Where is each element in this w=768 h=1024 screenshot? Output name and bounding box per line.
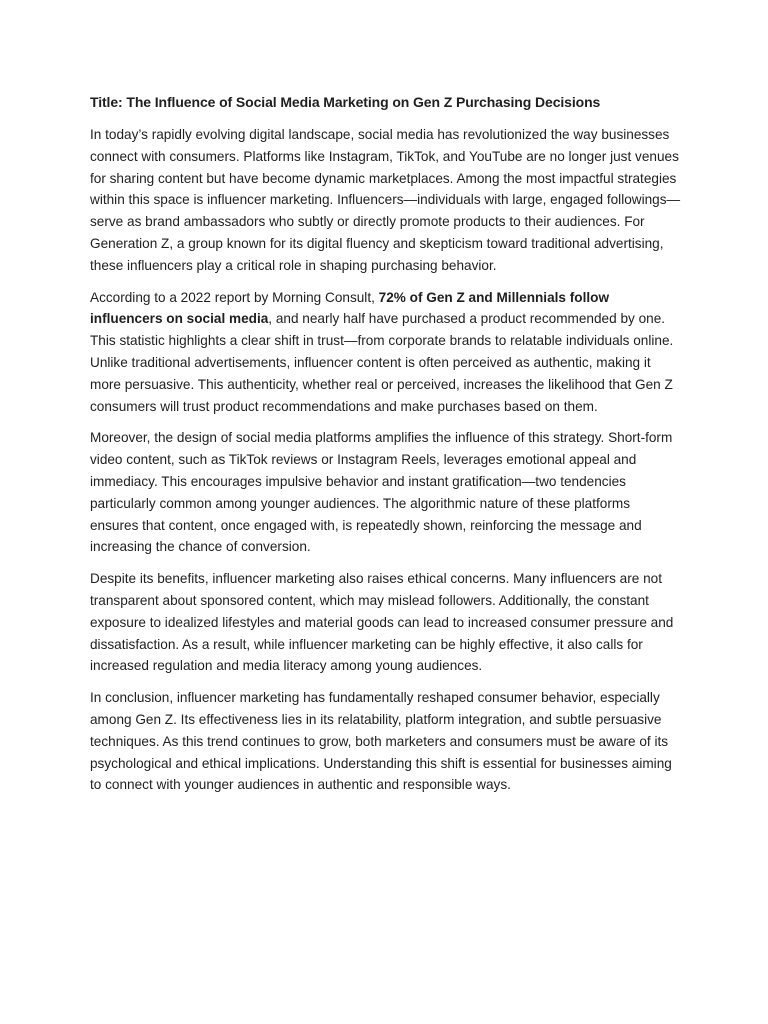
highlighted-statistic: 72% of Gen Z and Millennials follow influencers on social media [90, 289, 610, 327]
paragraph-statistics [90, 287, 682, 418]
paragraph-statistics-rest: , and nearly half have purchased a product recommended by one. This statistic highlights a clear shift in trust—from corporate brands to relatable individuals online. Unlike traditional advertisements, influencer content is often perceived as authentic, making it more persuasive. This authenticity, whether real or perceived, increases the likelihood that Gen Z consumers will trust product recommendations and make purchases based on them. [90, 311, 674, 414]
paragraph-conclusion: In conclusion, influencer marketing has fundamentally reshaped consumer behavior, especially among Gen Z. Its effectiveness lies in its relatability, platform integration, and subtle persuasive techniques. As this trend continues to grow, both marketers and consumers must be aware of its psychological and ethical implications. Understanding this shift is essential for businesses aiming to connect with younger audiences in authentic and responsible ways. [90, 690, 672, 793]
paragraph-ethical-concerns: Despite its benefits, influencer marketing also raises ethical concerns. Many influencers are not transparent about sponsored content, which may mislead followers. Additionally, the constant exposure to idealized lifestyles and material goods can lead to increased consumer pressure and dissatisfaction. As a result, while influencer marketing can be highly effective, it also calls for increased regulation and media literacy among young audiences. [90, 571, 674, 674]
document-page [90, 92, 682, 806]
paragraph-statistics-lead: According to a 2022 report by Morning Consult, [90, 289, 379, 305]
document-title: Title: The Influence of Social Media Marketing on Gen Z Purchasing Decisions [90, 94, 601, 110]
paragraph-platform-design: Moreover, the design of social media platforms amplifies the influence of this strategy. Short-form video content, such as TikTok reviews or Instagram Reels, leverages emotional appeal and immediacy. This encourages impulsive behavior and instant gratification—two tendencies particularly common among younger audiences. The algorithmic nature of these platforms ensures that content, once engaged with, is repeatedly shown, reinforcing the message and increasing the chance of conversion. [90, 430, 673, 555]
paragraph-intro: In today’s rapidly evolving digital landscape, social media has revolutionized the way businesses connect with consumers. Platforms like Instagram, TikTok, and YouTube are no longer just venues for sharing content but have become dynamic marketplaces. Among the most impactful strategies within this space is influencer marketing. Influencers—individuals with large, engaged followings—serve as brand ambassadors who subtly or directly promote products to their audiences. For Generation Z, a group known for its digital fluency and skepticism toward traditional advertising, these influencers play a critical role in shaping purchasing behavior. [90, 127, 681, 273]
